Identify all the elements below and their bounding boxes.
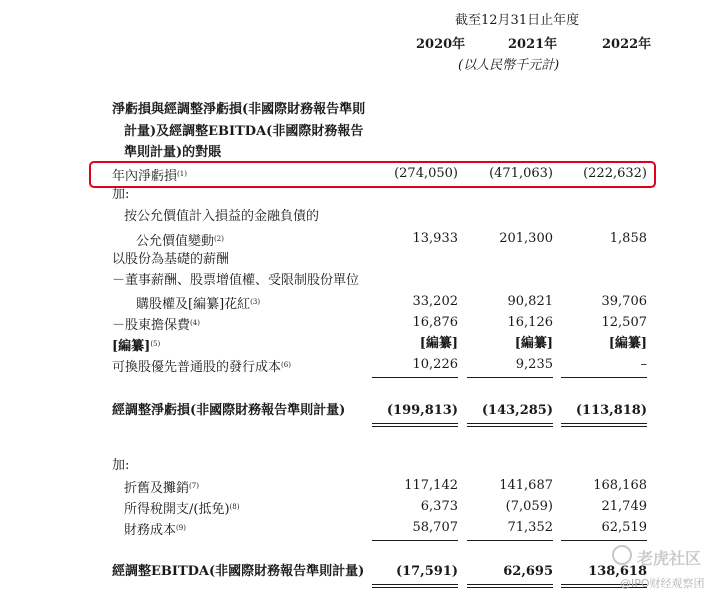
section-title-line-2: 計量)及經調整EBITDA(非國際財務報告 [124, 124, 364, 139]
fair-value-note: (2) [214, 235, 224, 243]
watermark-handle: @IPO财经观察团 [620, 577, 705, 590]
guarantee-label: －股東擔保費$^{(4)}$ [112, 318, 200, 333]
net-loss-2021: (471,063) [489, 166, 553, 181]
total-double-line-2022 [561, 423, 647, 427]
adjusted-net-loss-2020: (199,813) [386, 403, 458, 418]
depreciation-2021: 141,687 [499, 478, 553, 493]
net-loss-2020: (274,050) [394, 166, 458, 181]
director-comp-2021: 90,821 [507, 294, 553, 309]
subtotal2-line-2021 [467, 540, 553, 541]
redacted-2022: [編纂] [608, 336, 647, 351]
depreciation-2020: 117,142 [404, 478, 458, 493]
convertible-2020: 10,226 [412, 357, 458, 372]
adjusted-net-loss-2021: (143,285) [481, 403, 553, 418]
period-title: 截至12月31日止年度 [455, 13, 580, 28]
redacted-2020: [編纂] [419, 336, 458, 351]
ebitda-double-line-2021 [467, 584, 553, 588]
fair-value-label-line-2: 公允價值變動$^{(2)}$ [136, 234, 224, 249]
unit-note: (以人民幣千元計) [458, 58, 560, 73]
convertible-note: (6) [281, 361, 291, 369]
fair-value-label-line-1: 按公允價值計入損益的金融負債的 [124, 209, 320, 224]
finance-cost-note: (9) [176, 524, 186, 532]
depreciation-2022: 168,168 [593, 478, 647, 493]
income-tax-2022: 21,749 [601, 499, 647, 514]
director-comp-note: (3) [250, 298, 261, 306]
add-label-2: 加: [112, 458, 130, 473]
adjusted-ebitda-2021: 62,695 [503, 564, 553, 579]
convertible-2022: – [640, 357, 647, 372]
depreciation-note: (7) [189, 482, 199, 490]
finance-cost-2020: 58,707 [412, 520, 458, 535]
fair-value-2021: 201,300 [499, 231, 553, 246]
adjusted-ebitda-2022: 138,618 [588, 564, 647, 579]
subtotal-line-2021 [467, 377, 553, 378]
subtotal2-line-2020 [372, 540, 458, 541]
income-tax-label: 所得稅開支/(抵免)$^{(8)}$ [124, 502, 240, 517]
section-title-line-1: 淨虧損與經調整淨虧損(非國際財務報告準則 [112, 102, 366, 117]
guarantee-2021: 16,126 [507, 315, 553, 330]
income-tax-2021: (7,059) [505, 499, 553, 514]
ebitda-double-line-2020 [372, 584, 458, 588]
depreciation-label: 折舊及攤銷$^{(7)}$ [124, 481, 199, 496]
guarantee-2022: 12,507 [601, 315, 647, 330]
year-2022-header: 2022年 [602, 37, 652, 52]
net-loss-note: (1) [177, 170, 187, 178]
redacted-label: [編纂]$^{(5)}$ [112, 339, 161, 354]
income-tax-2020: 6,373 [420, 499, 458, 514]
finance-cost-2021: 71,352 [507, 520, 553, 535]
income-tax-note: (8) [229, 503, 240, 511]
adjusted-net-loss-label: 經調整淨虧損(非國際財務報告準則計量) [112, 403, 346, 418]
convertible-2021: 9,235 [515, 357, 553, 372]
net-loss-label: 年內淨虧損$^{(1)}$ [112, 169, 187, 184]
watermark-logo-icon [612, 545, 632, 565]
director-comp-2020: 33,202 [412, 294, 458, 309]
year-2021-header: 2021年 [508, 37, 558, 52]
subtotal-line-2022 [561, 377, 647, 378]
guarantee-note: (4) [190, 319, 200, 327]
finance-cost-2022: 62,519 [601, 520, 647, 535]
subtotal-line-2020 [372, 377, 458, 378]
net-loss-2022: (222,632) [583, 166, 647, 181]
guarantee-2020: 16,876 [412, 315, 458, 330]
fair-value-2020: 13,933 [412, 231, 458, 246]
adjusted-net-loss-2022: (113,818) [575, 403, 647, 418]
total-double-line-2021 [467, 423, 553, 427]
year-2020-header: 2020年 [416, 37, 466, 52]
redacted-2021: [編纂] [514, 336, 553, 351]
convertible-label: 可換股優先普通股的發行成本$^{(6)}$ [112, 360, 291, 375]
fair-value-2022: 1,858 [609, 231, 647, 246]
redacted-note: (5) [150, 340, 161, 348]
share-based-label: 以股份為基礎的薪酬 [112, 252, 230, 267]
adjusted-ebitda-2020: (17,591) [395, 564, 458, 579]
adjusted-ebitda-label: 經調整EBITDA(非國際財務報告準則計量) [112, 564, 365, 579]
add-label-1: 加: [112, 187, 130, 202]
watermark-text: 老虎社区 [637, 549, 702, 568]
director-comp-2022: 39,706 [601, 294, 647, 309]
director-comp-label-line-2: 購股權及[編纂]花紅$^{(3)}$ [136, 297, 261, 312]
finance-cost-label: 財務成本$^{(9)}$ [124, 523, 186, 538]
director-comp-label-line-1: －董事薪酬、股票增值權、受限制股份單位 [112, 273, 360, 288]
total-double-line-2020 [372, 423, 458, 427]
subtotal2-line-2022 [561, 540, 647, 541]
section-title-line-3: 準則計量)的對賬 [124, 145, 222, 160]
